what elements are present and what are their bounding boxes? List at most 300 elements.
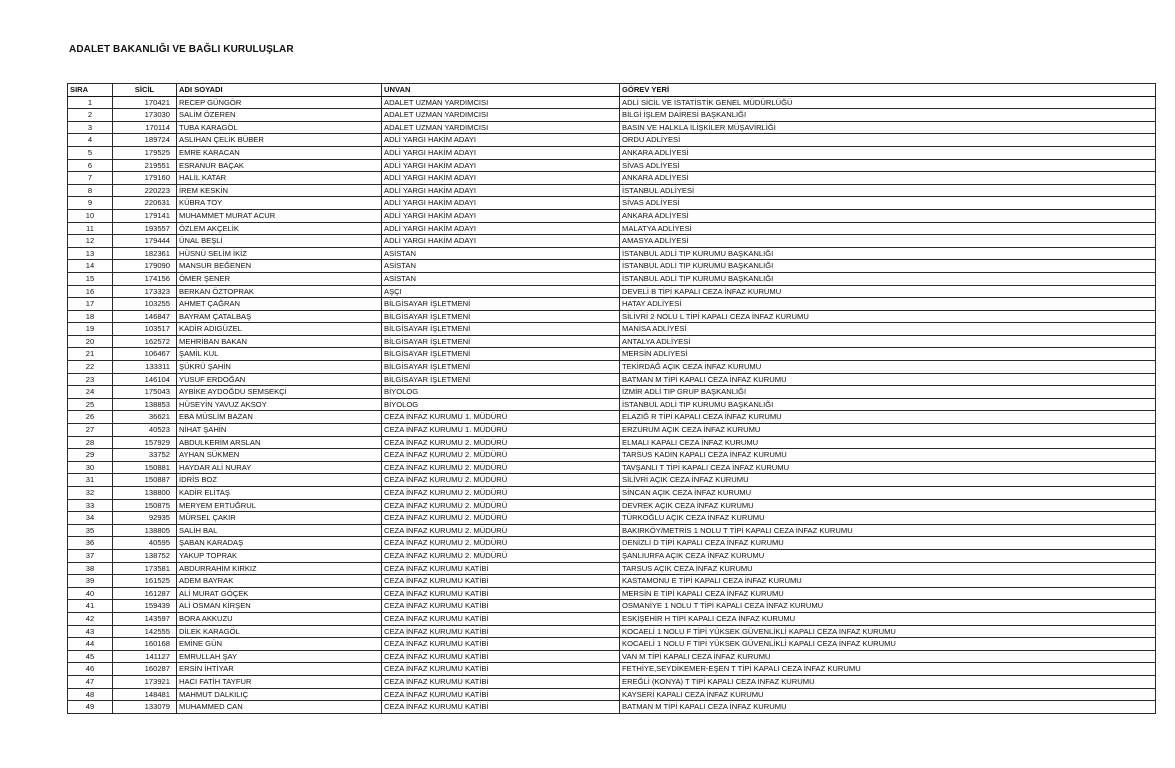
cell-sira: 13 [68,247,113,260]
cell-sicil: 138805 [113,524,177,537]
cell-gorev-yeri: MALATYA ADLİYESİ [620,222,1156,235]
cell-sicil: 142555 [113,625,177,638]
cell-unvan: ASİSTAN [382,260,620,273]
cell-sira: 45 [68,650,113,663]
cell-gorev-yeri: ANKARA ADLİYESİ [620,209,1156,222]
table-row [68,348,1156,361]
cell-gorev-yeri: ELAZIĞ R TİPİ KAPALI CEZA İNFAZ KURUMU [620,411,1156,424]
cell-sicil: 138853 [113,398,177,411]
cell-sira: 49 [68,701,113,714]
table-row [68,512,1156,525]
cell-gorev-yeri: ADLİ SİCİL VE İSTATİSTİK GENEL MÜDÜRLÜĞÜ [620,96,1156,109]
cell-gorev-yeri: HATAY ADLİYESİ [620,298,1156,311]
cell-unvan: ASİSTAN [382,272,620,285]
cell-unvan: CEZA İNFAZ KURUMU 1. MÜDÜRÜ [382,411,620,424]
cell-sicil: 106467 [113,348,177,361]
cell-unvan: CEZA İNFAZ KURUMU 2. MÜDÜRÜ [382,474,620,487]
cell-sicil: 160287 [113,663,177,676]
cell-ad-soyadi: EBA MÜSLİM BAZAN [177,411,382,424]
cell-gorev-yeri: İSTANBUL ADLİYESİ [620,184,1156,197]
cell-unvan: BİYOLOG [382,398,620,411]
cell-ad-soyadi: ABDURRAHİM KIRKIZ [177,562,382,575]
cell-ad-soyadi: TUBA KARAGÖL [177,121,382,134]
cell-ad-soyadi: MANSUR BEĞENEN [177,260,382,273]
cell-ad-soyadi: EMİNE GÜN [177,638,382,651]
cell-ad-soyadi: ALİ OSMAN KİRŞEN [177,600,382,613]
cell-ad-soyadi: MUHAMMET MURAT ACUR [177,209,382,222]
cell-sira: 12 [68,235,113,248]
table-row [68,524,1156,537]
cell-gorev-yeri: KOCAELİ 1 NOLU F TİPİ YÜKSEK GÜVENLİKLİ KAPALI CEZA İNFAZ KURUMU [620,625,1156,638]
cell-sira: 33 [68,499,113,512]
cell-sira: 31 [68,474,113,487]
cell-sicil: 161287 [113,587,177,600]
cell-gorev-yeri: TEKİRDAĞ AÇIK CEZA İNFAZ KURUMU [620,361,1156,374]
cell-ad-soyadi: İREM KESKİN [177,184,382,197]
cell-unvan: ADLİ YARGI HAKİM ADAYI [382,209,620,222]
cell-unvan: CEZA İNFAZ KURUMU KATİBİ [382,600,620,613]
cell-ad-soyadi: MEHRİBAN BAKAN [177,335,382,348]
cell-sicil: 219551 [113,159,177,172]
header-sira: SIRA [68,84,113,97]
cell-sira: 48 [68,688,113,701]
cell-sira: 42 [68,612,113,625]
cell-unvan: BİLGİSAYAR İŞLETMENİ [382,335,620,348]
cell-gorev-yeri: İSTANBUL ADLİ TIP KURUMU BAŞKANLIĞI [620,398,1156,411]
cell-sira: 35 [68,524,113,537]
cell-sira: 41 [68,600,113,613]
cell-ad-soyadi: ÖMER ŞENER [177,272,382,285]
table-header-row [68,84,1156,97]
table-row [68,398,1156,411]
cell-unvan: CEZA İNFAZ KURUMU KATİBİ [382,650,620,663]
cell-sicil: 138752 [113,549,177,562]
cell-sicil: 220631 [113,197,177,210]
cell-unvan: CEZA İNFAZ KURUMU KATİBİ [382,701,620,714]
table-row [68,424,1156,437]
cell-sira: 8 [68,184,113,197]
cell-gorev-yeri: BAKIRKÖY/METRİS 1 NOLU T TİPİ KAPALI CEZA İNFAZ KURUMU [620,524,1156,537]
cell-ad-soyadi: ŞABAN KARADAŞ [177,537,382,550]
cell-ad-soyadi: SALİM ÖZEREN [177,109,382,122]
cell-sira: 37 [68,549,113,562]
cell-ad-soyadi: RECEP GÜNGÖR [177,96,382,109]
cell-gorev-yeri: MANİSA ADLİYESİ [620,323,1156,336]
cell-gorev-yeri: SİNCAN AÇIK CEZA İNFAZ KURUMU [620,487,1156,500]
cell-sira: 36 [68,537,113,550]
cell-sicil: 138800 [113,487,177,500]
table-row [68,562,1156,575]
cell-sira: 29 [68,449,113,462]
cell-ad-soyadi: ÜNAL BEŞLİ [177,235,382,248]
cell-ad-soyadi: ESRANUR BAÇAK [177,159,382,172]
cell-sicil: 160168 [113,638,177,651]
cell-sicil: 179160 [113,172,177,185]
cell-sira: 3 [68,121,113,134]
table-row [68,184,1156,197]
cell-sicil: 40595 [113,537,177,550]
cell-unvan: CEZA İNFAZ KURUMU KATİBİ [382,612,620,625]
table-row [68,650,1156,663]
table-row [68,436,1156,449]
cell-ad-soyadi: MERYEM ERTUĞRUL [177,499,382,512]
cell-unvan: CEZA İNFAZ KURUMU 2. MÜDÜRÜ [382,461,620,474]
cell-sicil: 92935 [113,512,177,525]
cell-sicil: 179444 [113,235,177,248]
table-row [68,373,1156,386]
cell-sira: 15 [68,272,113,285]
cell-sicil: 179525 [113,146,177,159]
cell-ad-soyadi: HALİL KATAR [177,172,382,185]
cell-unvan: CEZA İNFAZ KURUMU KATİBİ [382,688,620,701]
cell-unvan: ADLİ YARGI HAKİM ADAYI [382,134,620,147]
cell-unvan: CEZA İNFAZ KURUMU 2. MÜDÜRÜ [382,436,620,449]
cell-gorev-yeri: AMASYA ADLİYESİ [620,235,1156,248]
table-row [68,638,1156,651]
cell-unvan: CEZA İNFAZ KURUMU 2. MÜDÜRÜ [382,537,620,550]
cell-sira: 4 [68,134,113,147]
cell-ad-soyadi: EMRULLAH ŞAY [177,650,382,663]
cell-unvan: BİLGİSAYAR İŞLETMENİ [382,373,620,386]
cell-unvan: ADLİ YARGI HAKİM ADAYI [382,197,620,210]
cell-unvan: ASİSTAN [382,247,620,260]
cell-ad-soyadi: MUHAMMED CAN [177,701,382,714]
cell-unvan: BİLGİSAYAR İŞLETMENİ [382,310,620,323]
cell-unvan: ADLİ YARGI HAKİM ADAYI [382,235,620,248]
personnel-table [67,83,1156,714]
table-row [68,146,1156,159]
cell-gorev-yeri: FETHİYE,SEYDİKEMER-EŞEN T TİPİ KAPALI CEZA İNFAZ KURUMU [620,663,1156,676]
cell-sicil: 179090 [113,260,177,273]
cell-sicil: 175043 [113,386,177,399]
cell-sira: 22 [68,361,113,374]
cell-sicil: 40523 [113,424,177,437]
cell-sira: 44 [68,638,113,651]
cell-gorev-yeri: VAN M TİPİ KAPALI CEZA İNFAZ KURUMU [620,650,1156,663]
table-row [68,411,1156,424]
cell-gorev-yeri: ELMALI KAPALI CEZA İNFAZ KURUMU [620,436,1156,449]
cell-unvan: BİLGİSAYAR İŞLETMENİ [382,348,620,361]
cell-sicil: 162572 [113,335,177,348]
table-row [68,688,1156,701]
table-row [68,625,1156,638]
cell-sira: 30 [68,461,113,474]
cell-gorev-yeri: İSTANBUL ADLİ TIP KURUMU BAŞKANLIĞI [620,272,1156,285]
cell-unvan: BİYOLOG [382,386,620,399]
cell-gorev-yeri: BATMAN M TİPİ KAPALI CEZA İNFAZ KURUMU [620,373,1156,386]
cell-sira: 20 [68,335,113,348]
table-row [68,235,1156,248]
cell-sicil: 36621 [113,411,177,424]
cell-ad-soyadi: ERSİN İHTİYAR [177,663,382,676]
cell-sira: 17 [68,298,113,311]
cell-ad-soyadi: İDRİS BOZ [177,474,382,487]
cell-ad-soyadi: NİHAT ŞAHİN [177,424,382,437]
cell-ad-soyadi: AYBİKE AYDOĞDU SEMSEKÇİ [177,386,382,399]
table-row [68,474,1156,487]
cell-ad-soyadi: HACI FATİH TAYFUR [177,675,382,688]
cell-gorev-yeri: SİLİVRİ AÇIK CEZA İNFAZ KURUMU [620,474,1156,487]
table-row [68,323,1156,336]
cell-sira: 28 [68,436,113,449]
cell-ad-soyadi: SALİH BAL [177,524,382,537]
table-row [68,612,1156,625]
cell-unvan: CEZA İNFAZ KURUMU 2. MÜDÜRÜ [382,487,620,500]
table-row [68,587,1156,600]
cell-sicil: 150881 [113,461,177,474]
cell-unvan: CEZA İNFAZ KURUMU 2. MÜDÜRÜ [382,549,620,562]
cell-gorev-yeri: TARSUS AÇIK CEZA İNFAZ KURUMU [620,562,1156,575]
header-ad-soyadi: ADI SOYADI [177,84,382,97]
cell-unvan: CEZA İNFAZ KURUMU 2. MÜDÜRÜ [382,499,620,512]
cell-gorev-yeri: TAVŞANLI T TİPİ KAPALI CEZA İNFAZ KURUMU [620,461,1156,474]
table-row [68,159,1156,172]
cell-sicil: 173030 [113,109,177,122]
cell-unvan: ADALET UZMAN YARDIMCISI [382,121,620,134]
table-row [68,109,1156,122]
cell-gorev-yeri: İSTANBUL ADLİ TIP KURUMU BAŞKANLIĞI [620,260,1156,273]
cell-sira: 24 [68,386,113,399]
cell-unvan: CEZA İNFAZ KURUMU KATİBİ [382,675,620,688]
cell-unvan: ADLİ YARGI HAKİM ADAYI [382,184,620,197]
table-row [68,260,1156,273]
cell-ad-soyadi: BERKAN ÖZTOPRAK [177,285,382,298]
cell-sicil: 33752 [113,449,177,462]
cell-unvan: CEZA İNFAZ KURUMU 2. MÜDÜRÜ [382,524,620,537]
cell-gorev-yeri: ŞANLIURFA AÇIK CEZA İNFAZ KURUMU [620,549,1156,562]
cell-gorev-yeri: EREĞLİ (KONYA) T TİPİ KAPALI CEZA İNFAZ KURUMU [620,675,1156,688]
cell-unvan: ADALET UZMAN YARDIMCISI [382,96,620,109]
table-row [68,600,1156,613]
cell-sicil: 159439 [113,600,177,613]
table-row [68,461,1156,474]
cell-gorev-yeri: BASIN VE HALKLA İLİŞKİLER MÜŞAVİRLİĞİ [620,121,1156,134]
cell-sira: 2 [68,109,113,122]
cell-sira: 18 [68,310,113,323]
cell-gorev-yeri: ANKARA ADLİYESİ [620,146,1156,159]
cell-sicil: 173921 [113,675,177,688]
header-sicil: SİCİL [113,84,177,97]
cell-sira: 40 [68,587,113,600]
cell-ad-soyadi: ŞAMİL KUL [177,348,382,361]
cell-unvan: ADLİ YARGI HAKİM ADAYI [382,146,620,159]
cell-gorev-yeri: ANTALYA ADLİYESİ [620,335,1156,348]
table-row [68,675,1156,688]
cell-unvan: CEZA İNFAZ KURUMU 1. MÜDÜRÜ [382,424,620,437]
cell-unvan: CEZA İNFAZ KURUMU KATİBİ [382,575,620,588]
cell-sira: 6 [68,159,113,172]
cell-gorev-yeri: İZMİR ADLİ TIP GRUP BAŞKANLIĞI [620,386,1156,399]
cell-sicil: 193557 [113,222,177,235]
table-row [68,96,1156,109]
cell-unvan: ADALET UZMAN YARDIMCISI [382,109,620,122]
table-row [68,549,1156,562]
cell-gorev-yeri: TARSUS KADIN KAPALI CEZA İNFAZ KURUMU [620,449,1156,462]
cell-sicil: 179141 [113,209,177,222]
cell-sicil: 146104 [113,373,177,386]
cell-gorev-yeri: MERSİN ADLİYESİ [620,348,1156,361]
cell-ad-soyadi: HÜSEYİN YAVUZ AKSOY [177,398,382,411]
cell-sicil: 161525 [113,575,177,588]
cell-sicil: 103517 [113,323,177,336]
cell-ad-soyadi: ADEM BAYRAK [177,575,382,588]
cell-sira: 11 [68,222,113,235]
cell-ad-soyadi: EMRE KARACAN [177,146,382,159]
cell-sira: 5 [68,146,113,159]
cell-sira: 1 [68,96,113,109]
cell-sicil: 157929 [113,436,177,449]
cell-sira: 16 [68,285,113,298]
table-row [68,575,1156,588]
cell-sira: 9 [68,197,113,210]
cell-ad-soyadi: YUSUF ERDOĞAN [177,373,382,386]
cell-sira: 27 [68,424,113,437]
cell-unvan: CEZA İNFAZ KURUMU 2. MÜDÜRÜ [382,449,620,462]
cell-unvan: ADLİ YARGI HAKİM ADAYI [382,172,620,185]
cell-unvan: CEZA İNFAZ KURUMU 2. MÜDÜRÜ [382,512,620,525]
cell-sira: 43 [68,625,113,638]
cell-ad-soyadi: KÜBRA TOY [177,197,382,210]
cell-gorev-yeri: OSMANİYE 1 NOLU T TİPİ KAPALI CEZA İNFAZ KURUMU [620,600,1156,613]
cell-sira: 23 [68,373,113,386]
table-row [68,361,1156,374]
cell-sicil: 148481 [113,688,177,701]
table-row [68,335,1156,348]
table-row [68,449,1156,462]
cell-gorev-yeri: KAYSERİ KAPALI CEZA İNFAZ KURUMU [620,688,1156,701]
table-row [68,134,1156,147]
cell-sira: 25 [68,398,113,411]
cell-sira: 10 [68,209,113,222]
cell-sicil: 170114 [113,121,177,134]
cell-unvan: CEZA İNFAZ KURUMU KATİBİ [382,625,620,638]
cell-ad-soyadi: ASLIHAN ÇELİK BÜBER [177,134,382,147]
table-row [68,499,1156,512]
cell-sira: 47 [68,675,113,688]
cell-gorev-yeri: DEVELİ B TİPİ KAPALI CEZA İNFAZ KURUMU [620,285,1156,298]
cell-sicil: 143597 [113,612,177,625]
cell-ad-soyadi: ABDULKERİM ARSLAN [177,436,382,449]
table-row [68,298,1156,311]
cell-sira: 39 [68,575,113,588]
cell-ad-soyadi: KADİR ADIGÜZEL [177,323,382,336]
cell-ad-soyadi: ÖZLEM AKÇELİK [177,222,382,235]
cell-sira: 7 [68,172,113,185]
cell-unvan: CEZA İNFAZ KURUMU KATİBİ [382,562,620,575]
table-row [68,537,1156,550]
cell-sicil: 150875 [113,499,177,512]
cell-sicil: 182361 [113,247,177,260]
cell-unvan: BİLGİSAYAR İŞLETMENİ [382,298,620,311]
cell-gorev-yeri: SİVAS ADLİYESİ [620,159,1156,172]
cell-gorev-yeri: SİLİVRİ 2 NOLU L TİPİ KAPALI CEZA İNFAZ KURUMU [620,310,1156,323]
header-unvan: UNVAN [382,84,620,97]
cell-unvan: BİLGİSAYAR İŞLETMENİ [382,323,620,336]
cell-sicil: 174156 [113,272,177,285]
table-row [68,272,1156,285]
document-title: ADALET BAKANLIĞI VE BAĞLI KURULUŞLAR [69,44,294,55]
cell-sira: 26 [68,411,113,424]
cell-sicil: 146847 [113,310,177,323]
cell-sicil: 220223 [113,184,177,197]
cell-gorev-yeri: ORDU ADLİYESİ [620,134,1156,147]
cell-gorev-yeri: KOCAELİ 1 NOLU F TİPİ YÜKSEK GÜVENLİKLİ KAPALI CEZA İNFAZ KURUMU [620,638,1156,651]
cell-ad-soyadi: DİLEK KARAGÖL [177,625,382,638]
cell-ad-soyadi: YAKUP TOPRAK [177,549,382,562]
cell-ad-soyadi: ALİ MURAT GÖÇEK [177,587,382,600]
cell-sira: 14 [68,260,113,273]
cell-sira: 19 [68,323,113,336]
cell-sicil: 141127 [113,650,177,663]
cell-sira: 38 [68,562,113,575]
cell-ad-soyadi: HÜSNÜ SELİM İKİZ [177,247,382,260]
header-gorev-yeri: GÖREV YERİ [620,84,1156,97]
cell-gorev-yeri: DENİZLİ D TİPİ KAPALI CEZA İNFAZ KURUMU [620,537,1156,550]
cell-sira: 32 [68,487,113,500]
table-row [68,701,1156,714]
cell-gorev-yeri: ESKİŞEHİR H TİPİ KAPALI CEZA İNFAZ KURUMU [620,612,1156,625]
cell-ad-soyadi: HAYDAR ALİ NURAY [177,461,382,474]
cell-sicil: 133079 [113,701,177,714]
cell-gorev-yeri: TÜRKOĞLU AÇIK CEZA İNFAZ KURUMU [620,512,1156,525]
table-row [68,310,1156,323]
cell-gorev-yeri: İSTANBUL ADLİ TIP KURUMU BAŞKANLIĞI [620,247,1156,260]
cell-ad-soyadi: KADİR ELİTAŞ [177,487,382,500]
cell-ad-soyadi: ŞÜKRÜ ŞAHİN [177,361,382,374]
table-row [68,285,1156,298]
cell-gorev-yeri: ANKARA ADLİYESİ [620,172,1156,185]
cell-sicil: 103255 [113,298,177,311]
table-row [68,172,1156,185]
table-row [68,386,1156,399]
cell-gorev-yeri: SİVAS ADLİYESİ [620,197,1156,210]
cell-ad-soyadi: MAHMUT DALKILIÇ [177,688,382,701]
cell-unvan: CEZA İNFAZ KURUMU KATİBİ [382,638,620,651]
cell-gorev-yeri: BATMAN M TİPİ KAPALI CEZA İNFAZ KURUMU [620,701,1156,714]
cell-sicil: 170421 [113,96,177,109]
cell-unvan: CEZA İNFAZ KURUMU KATİBİ [382,587,620,600]
table-row [68,222,1156,235]
table-row [68,663,1156,676]
cell-gorev-yeri: KASTAMONU E TİPİ KAPALI CEZA İNFAZ KURUMU [620,575,1156,588]
cell-sicil: 189724 [113,134,177,147]
cell-gorev-yeri: ERZURUM AÇIK CEZA İNFAZ KURUMU [620,424,1156,437]
table-row [68,209,1156,222]
cell-ad-soyadi: AYHAN SÜKMEN [177,449,382,462]
cell-sira: 46 [68,663,113,676]
table-row [68,197,1156,210]
cell-unvan: CEZA İNFAZ KURUMU KATİBİ [382,663,620,676]
table-row [68,121,1156,134]
table-row [68,487,1156,500]
cell-sira: 34 [68,512,113,525]
cell-unvan: ADLİ YARGI HAKİM ADAYI [382,159,620,172]
cell-sicil: 133311 [113,361,177,374]
cell-gorev-yeri: MERSİN E TİPİ KAPALI CEZA İNFAZ KURUMU [620,587,1156,600]
cell-ad-soyadi: MÜRSEL ÇAKIR [177,512,382,525]
cell-sira: 21 [68,348,113,361]
cell-ad-soyadi: BORA AKKUZU [177,612,382,625]
table-row [68,247,1156,260]
cell-unvan: AŞÇI [382,285,620,298]
cell-unvan: BİLGİSAYAR İŞLETMENİ [382,361,620,374]
cell-gorev-yeri: DEVREK AÇIK CEZA İNFAZ KURUMU [620,499,1156,512]
cell-unvan: ADLİ YARGI HAKİM ADAYI [382,222,620,235]
cell-sicil: 173581 [113,562,177,575]
cell-gorev-yeri: BİLGİ İŞLEM DAİRESİ BAŞKANLIĞI [620,109,1156,122]
cell-sicil: 173323 [113,285,177,298]
cell-sicil: 150887 [113,474,177,487]
